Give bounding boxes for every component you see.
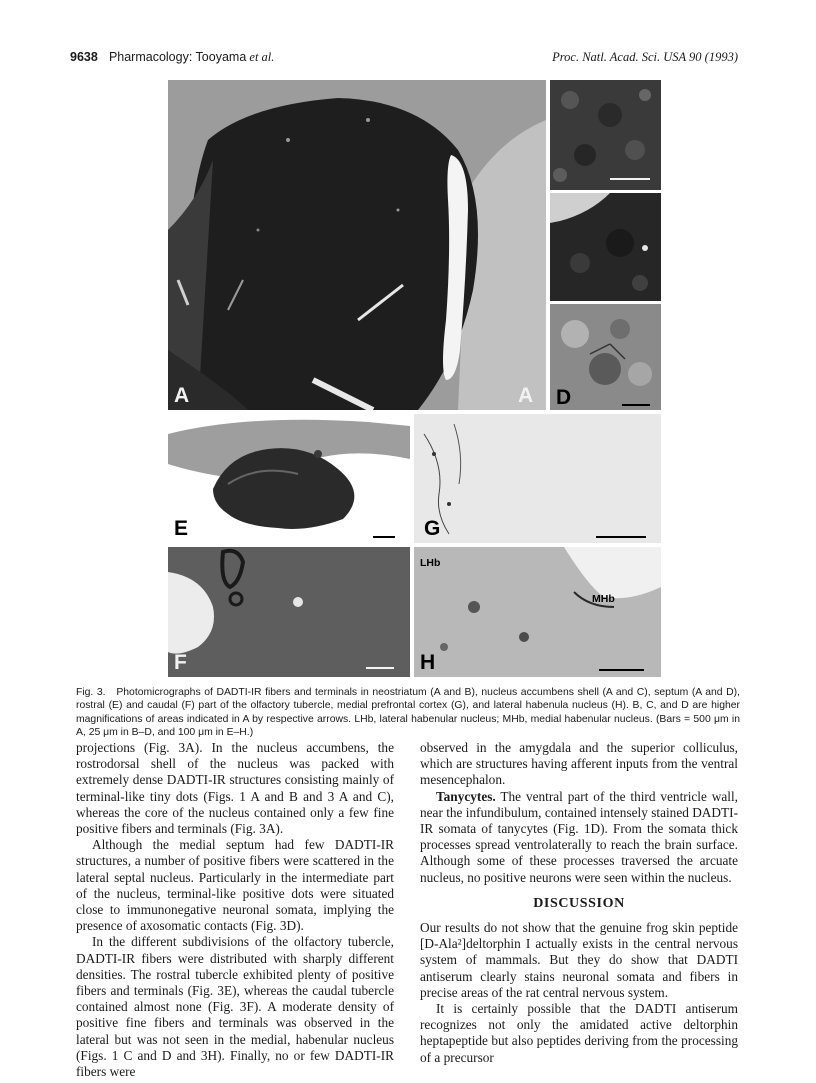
panel-a-label: A: [174, 384, 190, 407]
panel-d-scale-bar: [622, 404, 650, 406]
section-authors: Pharmacology: Tooyama: [108, 50, 247, 64]
panel-g-image: [414, 414, 661, 543]
panel-f-scale-bar: [366, 667, 394, 669]
authors-suffix: et al.: [249, 50, 275, 64]
panel-c-photomicrograph: [550, 193, 661, 301]
panel-b-scale-bar: [610, 178, 650, 180]
figure-caption: [76, 686, 740, 740]
panel-e-image: [168, 414, 410, 543]
panel-g-scale-bar: [596, 536, 646, 538]
panel-h-label: H: [420, 651, 436, 674]
left-paragraph-3: In the different subdivisions of the olfactory tubercle, DADTI-IR fibers were distributed with sharply different densities. The rostral tubercle exhibited plenty of positive fibers and terminals (Fig. 3E), whereas the caudal tubercle contained almost none (Fig. 3F). A moderate density of positive fine fibers and terminals was observed in the lateral but was not seen in the medial, habenular nucleus (Figs. 1 C and D and 3H). Finally, no or few DADTI-IR fibers were: [76, 934, 394, 1080]
panel-e-scale-bar: [373, 536, 395, 538]
panel-a-right-label: A: [518, 384, 534, 407]
panel-f-label: F: [174, 651, 187, 674]
discussion-heading: DISCUSSION: [533, 895, 625, 911]
right-paragraph-3: Our results do not show that the genuine frog skin peptide [D-Ala²]deltorphin I actually exists in the central nervous system of mammals. But they do show that DADTI antiserum clearly stains neuronal somata and fibers in precise areas of the rat central nervous system.: [420, 920, 738, 1000]
journal-citation: Proc. Natl. Acad. Sci. USA 90 (1993): [552, 50, 738, 64]
panel-h-photomicrograph: [414, 547, 661, 677]
panel-a-photomicrograph: [168, 80, 546, 410]
tanycytes-text: The ventral part of the third ventricle wall, near the infundibulum, contained intensely stained DADTI-IR somata of tanycytes (Fig. 1D). From the somata thick processes spread ventrolaterally to reach the brain surface. Although some of these processes traversed the arcuate nucleus, no positive neurons were seen within the nucleus.: [420, 788, 738, 885]
panel-d-photomicrograph: [550, 304, 661, 410]
right-column: [420, 740, 738, 1066]
panel-h-scale-bar: [599, 669, 644, 671]
running-header: [70, 50, 738, 66]
panel-a-image: [168, 80, 546, 410]
panel-f-photomicrograph: [168, 547, 410, 677]
panel-e-label: E: [174, 517, 189, 540]
panel-g-photomicrograph: [414, 414, 661, 543]
panel-g-label: G: [424, 517, 441, 540]
panel-b-photomicrograph: [550, 80, 661, 190]
header-left: [70, 50, 274, 65]
right-paragraph-1: observed in the amygdala and the superior colliculus, which are structures having afferent inputs from the ventral mesencephalon.: [420, 740, 738, 788]
tanycytes-heading: Tanycytes.: [436, 788, 496, 804]
panel-d-label: D: [556, 386, 572, 409]
left-paragraph-1: projections (Fig. 3A). In the nucleus accumbens, the rostrodorsal shell of the nucleus was packed with extremely dense DADTI-IR structures consisting mainly of terminal-like tiny dots (Figs. 1 A and B and 3 A and C), whereas the core of the nucleus contained only a few fine positive fibers and terminals (Fig. 3A).: [76, 740, 394, 837]
left-paragraph-2: Although the medial septum had few DADTI-IR structures, a number of positive fibers were scattered in the lateral septal nucleus. Particularly in the intermediate part of the nucleus, terminal-like positive dots were situated close to immunonegative neuronal somata, implying the presence of axosomatic contacts (Fig. 3D).: [76, 837, 394, 934]
left-column: [76, 740, 394, 1080]
right-paragraph-2: [420, 789, 738, 886]
caption-text: Photomicrographs of DADTI-IR fibers and terminals in neostriatum (A and B), nucleus accumbens shell (A and C), septum (A and D), rostral (E) and caudal (F) part of the olfactory tubercle, medial prefrontal cortex (G), and lateral habenula nucleus (H). B, C, and D are higher magnifications of areas indicated in A by respective arrows. LHb, lateral habenular nucleus; MHb, medial habenular nucleus. (Bars = 500 μm in A, 25 μm in B–D, and 100 μm in E–H.): [76, 687, 741, 739]
right-paragraph-4: It is certainly possible that the DADTI antiserum recognizes not only the amidated active deltorphin heptapeptide but also peptides deriving from the processing of a precursor: [420, 1001, 738, 1065]
panel-f-image: [168, 547, 410, 677]
caption-label: Fig. 3.: [76, 687, 106, 698]
panel-h-image: [414, 547, 661, 677]
panel-e-photomicrograph: [168, 414, 410, 543]
panel-b-image: [550, 80, 661, 190]
lhb-annotation: LHb: [420, 557, 441, 569]
panel-c-image: [550, 193, 661, 301]
mhb-annotation: MHb: [592, 593, 615, 605]
page-number: 9638: [70, 50, 98, 64]
